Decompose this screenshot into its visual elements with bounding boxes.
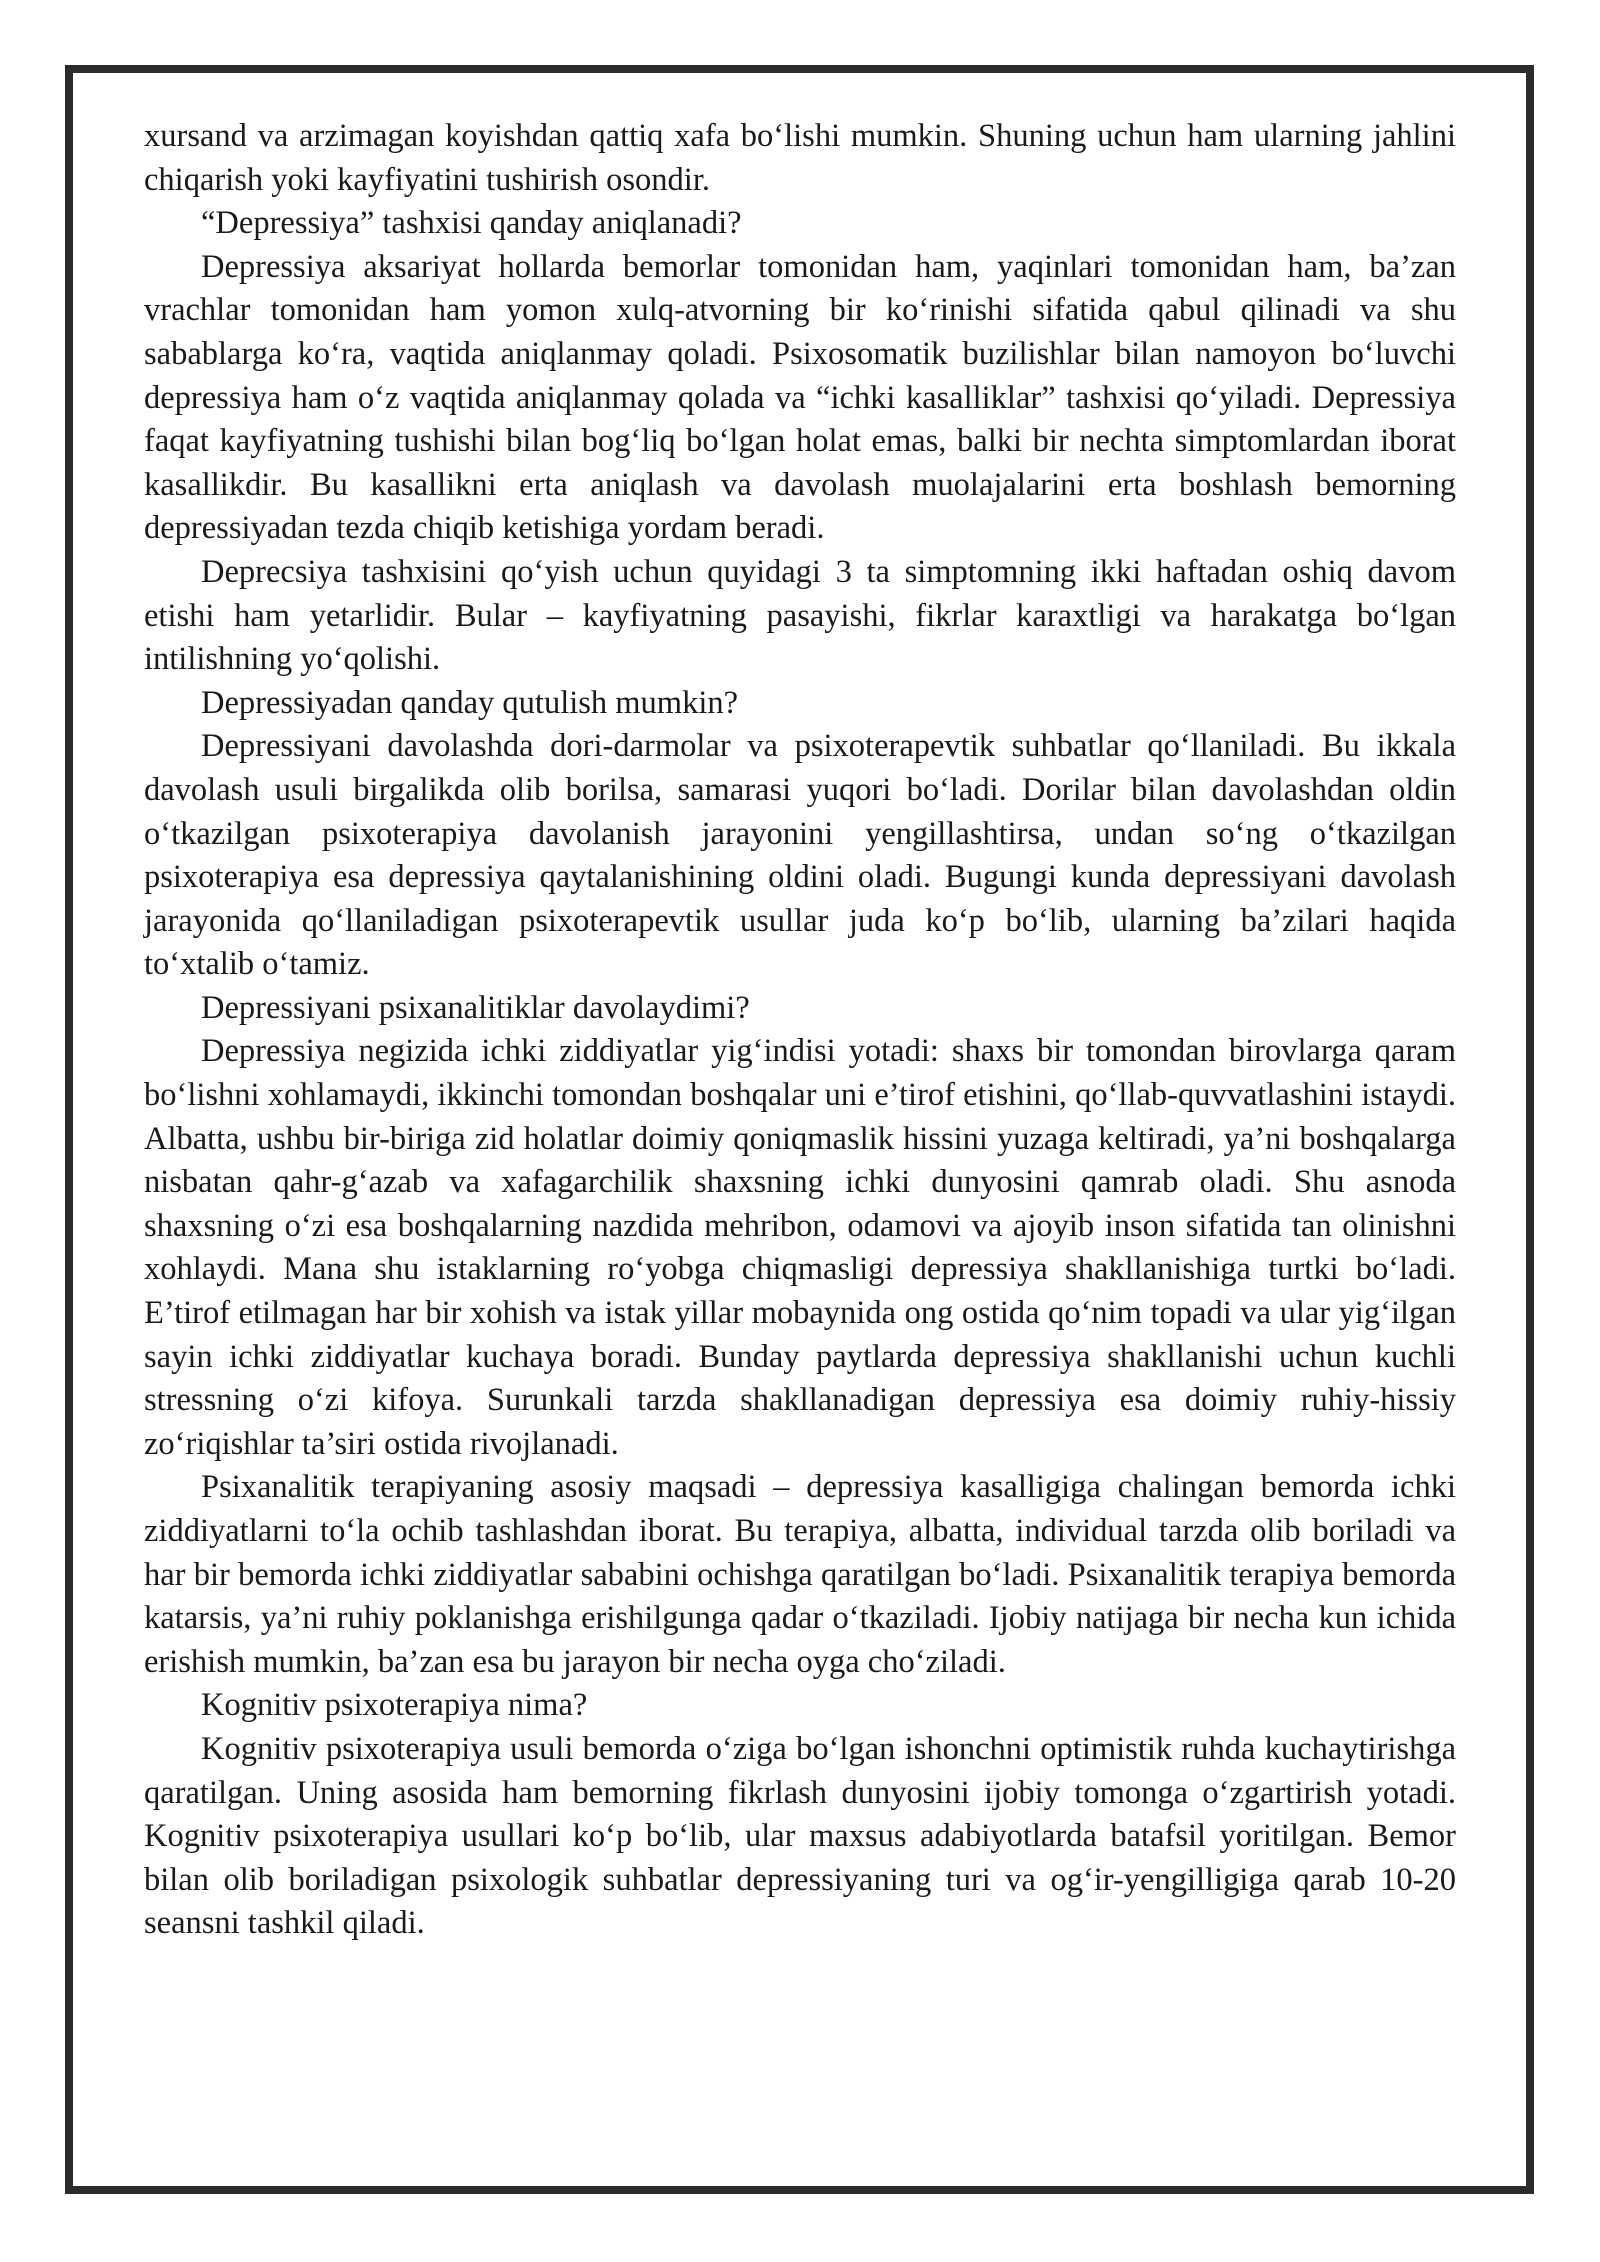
- paragraph-cognitive-therapy: Kognitiv psixoterapiya usuli bemorda oʻziga boʻlgan ishonchni optimistik ruhda kuchaytirishga qaratilgan. Uning asosida ham bemorning fikrlash dunyosini ijobiy tomonga oʻzgartirish yotadi. Kognitiv psixoterapiya usullari koʻp boʻlib, ular maxsus adabiyotlarda batafsil yoritilgan. Bemor bilan olib boriladigan psixologik suhbatlar depressiyaning turi va ogʻir-yengilligiga qarab 10-20 seansni tashkil qiladi.: [144, 1730, 1456, 1942]
- section-question-cognitive: Kognitiv psixoterapiya nima?: [201, 1687, 588, 1724]
- paragraph-continuation: xursand va arzimagan koyishdan qattiq xafa boʻlishi mumkin. Shuning uchun ham ularning jahlini chiqarish yoki kayfiyatini tushirish osondir.: [144, 118, 1456, 198]
- section-question-treatment: Depressiyadan qanday qutulish mumkin?: [201, 684, 739, 721]
- paragraph-psychoanalytic-therapy: Psixanalitik terapiyaning asosiy maqsadi – depressiya kasalligiga chalingan bemorda ichki ziddiyatlarni toʻla ochib tashlashdan iborat. Bu terapiya, albatta, individual tarzda olib boriladi va har bir bemorda ichki ziddiyatlar sababini ochishga qaratilgan boʻladi. Psixanalitik terapiya bemorda katarsis, ya’ni ruhiy poklanishga erishilgunga qadar oʻtkaziladi. Ijobiy natijaga bir necha kun ichida erishish mumkin, ba’zan esa bu jarayon bir necha oyga choʻziladi.: [144, 1469, 1456, 1680]
- paragraph-conflicts: Depressiya negizida ichki ziddiyatlar yigʻindisi yotadi: shaxs bir tomondan birovlarga qaram boʻlishni xohlamaydi, ikkinchi tomondan boshqalar uni e’tirof etishini, qoʻllab-quvvatlashini istaydi. Albatta, ushbu bir-biriga zid holatlar doimiy qoniqmaslik hissini yuzaga keltiradi, ya’ni boshqalarga nisbatan qahr-gʻazab va xafagarchilik shaxsning ichki dunyosini qamrab oladi. Shu asnoda shaxsning oʻzi esa boshqalarning nazdida mehribon, odamovi va ajoyib inson sifatida tan olinishni xohlaydi. Mana shu istaklarning roʻyobga chiqmasligi depressiya shakllanishiga turtki boʻladi. E’tirof etilmagan har bir xohish va istak yillar mobaynida ong ostida qoʻnim topadi va ular yigʻilgan sayin ichki ziddiyatlar kuchaya boradi. Bunday paytlarda depressiya shakllanishi uchun kuchli stressning oʻzi kifoya. Surunkali tarzda shakllanadigan depressiya esa doimiy ruhiy-hissiy zoʻriqishlar ta’siri ostida rivojlanadi.: [144, 1033, 1456, 1462]
- document-body: [144, 115, 1456, 1946]
- section-question-diagnosis: “Depressiya” tashxisi qanday aniqlanadi?: [201, 205, 742, 242]
- section-question-psychoanalysis: Depressiyani psixanalitiklar davolaydimi?: [201, 989, 750, 1026]
- page-frame: [65, 65, 1534, 2194]
- paragraph-diagnosis: Depressiya aksariyat hollarda bemorlar tomonidan ham, yaqinlari tomonidan ham, ba’zan vrachlar tomonidan ham yomon xulq-atvorning bir koʻrinishi sifatida qabul qilinadi va shu sabablarga koʻra, vaqtida aniqlanmay qoladi. Psixosomatik buzilishlar bilan namoyon boʻluvchi depressiya ham oʻz vaqtida aniqlanmay qolada va “ichki kasalliklar” tashxisi qoʻyiladi. Depressiya faqat kayfiyatning tushishi bilan bogʻliq boʻlgan holat emas, balki bir nechta simptomlardan iborat kasallikdir. Bu kasallikni erta aniqlash va davolash muolajalarini erta boshlash bemorning depressiyadan tezda chiqib ketishiga yordam beradi.: [144, 248, 1456, 547]
- paragraph-treatment: Depressiyani davolashda dori-darmolar va psixoterapevtik suhbatlar qoʻllaniladi. Bu ikkala davolash usuli birgalikda olib borilsa, samarasi yuqori boʻladi. Dorilar bilan davolashdan oldin oʻtkazilgan psixoterapiya davolanish jarayonini yengillashtirsa, undan soʻng oʻtkazilgan psixoterapiya esa depressiya qaytalanishining oldini oladi. Bugungi kunda depressiyani davolash jarayonida qoʻllaniladigan psixoterapevtik usullar juda koʻp boʻlib, ularning ba’zilari haqida toʻxtalib oʻtamiz.: [144, 728, 1456, 983]
- paragraph-symptoms: Deprecsiya tashxisini qoʻyish uchun quyidagi 3 ta simptomning ikki haftadan oshiq davom etishi ham yetarlidir. Bular – kayfiyatning pasayishi, fikrlar karaxtligi va harakatga boʻlgan intilishning yoʻqolishi.: [144, 553, 1456, 678]
